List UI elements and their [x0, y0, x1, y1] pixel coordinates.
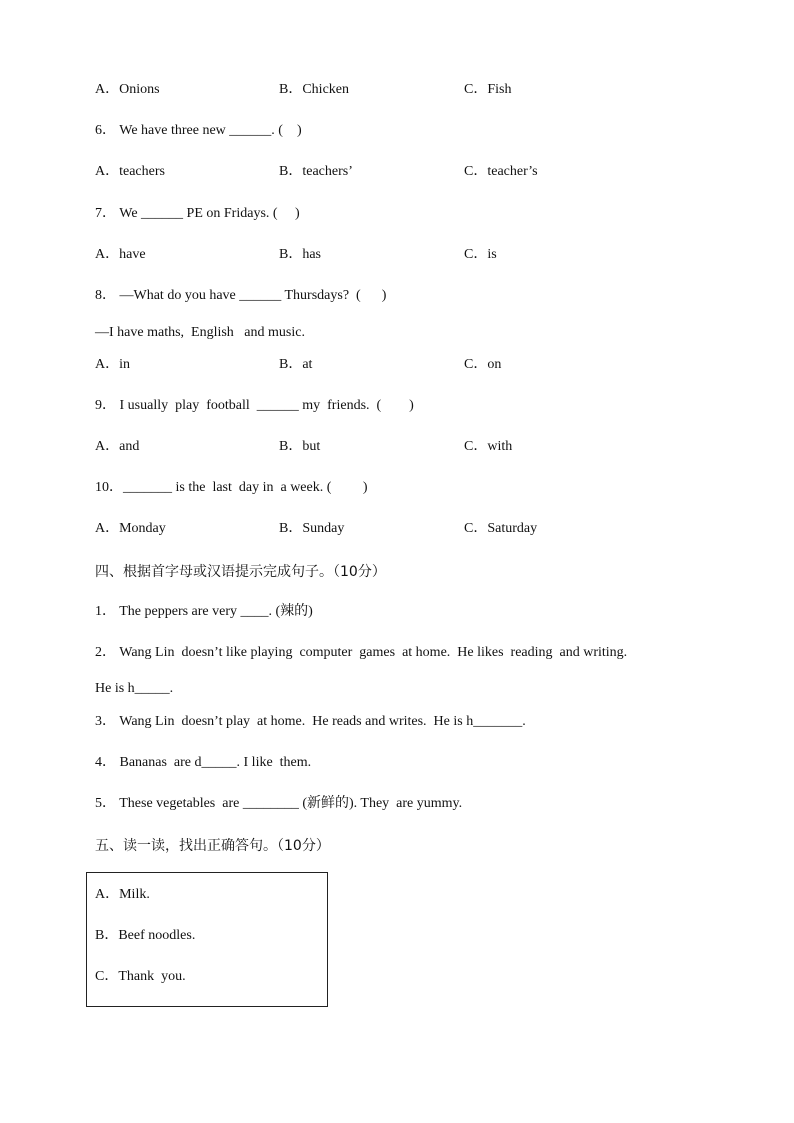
- s4-item-5: 5． These vegetables are ________ (新鲜的). They are yummy.: [95, 796, 463, 811]
- q9-option-c: C．with: [464, 439, 513, 454]
- q8-option-c: C．on: [464, 357, 502, 372]
- q9-option-a: A．and: [95, 439, 140, 454]
- q10-option-b: B．Sunday: [279, 521, 345, 536]
- q9-stem: 9． I usually play football ______ my friends. ( ): [95, 398, 414, 413]
- q7-stem: 7． We ______ PE on Fridays. ( ): [95, 206, 300, 221]
- box-option-b: B．Beef noodles.: [95, 928, 196, 943]
- q10-option-c: C．Saturday: [464, 521, 538, 536]
- s4-item-4: 4． Bananas are d_____. I like them.: [95, 755, 312, 770]
- q8-reply: —I have maths, English and music.: [95, 325, 305, 340]
- q9-option-b: B．but: [279, 439, 321, 454]
- q6-option-c: C．teacher’s: [464, 164, 538, 179]
- q10-option-a: A．Monday: [95, 521, 166, 536]
- q8-option-b: B．at: [279, 357, 313, 372]
- box-option-a: A．Milk.: [95, 887, 150, 902]
- q7-option-b: B．has: [279, 247, 321, 262]
- box-option-c: C．Thank you.: [95, 969, 186, 984]
- q7-option-c: C．is: [464, 247, 497, 262]
- q8-stem: 8． —What do you have ______ Thursdays? ( ): [95, 288, 387, 303]
- section5-heading: 五、读一读，找出正确答句。（10分）: [95, 838, 330, 854]
- q7-option-a: A．have: [95, 247, 146, 262]
- s4-item-1: 1． The peppers are very ____. (辣的): [95, 604, 313, 619]
- q5-option-b: B．Chicken: [279, 82, 349, 97]
- q5-option-a: A．Onions: [95, 82, 160, 97]
- q6-option-a: A．teachers: [95, 164, 165, 179]
- q10-stem: 10．_______ is the last day in a week. ( ): [95, 480, 368, 495]
- answer-options-box: [86, 872, 328, 1007]
- q5-option-c: C．Fish: [464, 82, 512, 97]
- s4-item-3: 3． Wang Lin doesn’t play at home. He reads and writes. He is h_______.: [95, 714, 526, 729]
- section4-heading: 四、根据首字母或汉语提示完成句子。（10分）: [95, 564, 386, 580]
- s4-item-2-continued: He is h_____.: [95, 681, 174, 696]
- q6-stem: 6． We have three new ______. ( ): [95, 123, 302, 138]
- q8-option-a: A．in: [95, 357, 130, 372]
- q6-option-b: B．teachers’: [279, 164, 353, 179]
- s4-item-2: 2． Wang Lin doesn’t like playing computer games at home. He likes reading and writing.: [95, 645, 628, 660]
